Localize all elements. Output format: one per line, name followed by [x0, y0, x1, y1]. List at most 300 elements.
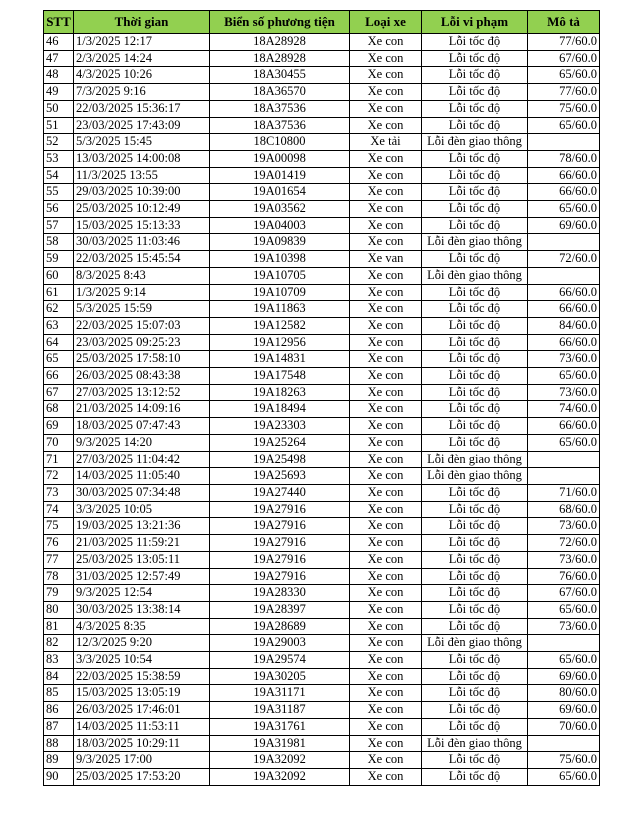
cell-vehicle-type: Xe con	[350, 284, 422, 301]
cell-vehicle-type: Xe con	[350, 668, 422, 685]
table-row	[44, 351, 600, 368]
table-row	[44, 685, 600, 702]
cell-stt: 74	[44, 501, 74, 518]
cell-vehicle-type: Xe con	[350, 267, 422, 284]
cell-plate: 19A11863	[210, 301, 350, 318]
header-time: Thời gian	[74, 11, 210, 34]
table-row	[44, 334, 600, 351]
cell-description: 66/60.0	[528, 284, 600, 301]
cell-vehicle-type: Xe con	[350, 585, 422, 602]
cell-plate: 19A27916	[210, 568, 350, 585]
cell-time: 30/03/2025 07:34:48	[74, 484, 210, 501]
cell-time: 15/03/2025 13:05:19	[74, 685, 210, 702]
cell-vehicle-type: Xe con	[350, 67, 422, 84]
cell-plate: 19A00098	[210, 150, 350, 167]
table-row	[44, 702, 600, 719]
cell-plate: 19A29574	[210, 652, 350, 669]
cell-description: 72/60.0	[528, 535, 600, 552]
cell-time: 26/03/2025 08:43:38	[74, 368, 210, 385]
cell-stt: 78	[44, 568, 74, 585]
cell-vehicle-type: Xe con	[350, 384, 422, 401]
table-row	[44, 267, 600, 284]
cell-stt: 75	[44, 518, 74, 535]
cell-stt: 47	[44, 50, 74, 67]
cell-vehicle-type: Xe con	[350, 234, 422, 251]
cell-description: 65/60.0	[528, 368, 600, 385]
cell-vehicle-type: Xe con	[350, 652, 422, 669]
cell-plate: 18A36570	[210, 84, 350, 101]
cell-plate: 19A28689	[210, 618, 350, 635]
cell-description: 65/60.0	[528, 652, 600, 669]
cell-plate: 19A27916	[210, 518, 350, 535]
cell-stt: 49	[44, 84, 74, 101]
cell-stt: 54	[44, 167, 74, 184]
cell-vehicle-type: Xe con	[350, 217, 422, 234]
table-row	[44, 585, 600, 602]
cell-vehicle-type: Xe con	[350, 117, 422, 134]
cell-time: 25/03/2025 10:12:49	[74, 201, 210, 218]
cell-stt: 57	[44, 217, 74, 234]
table-row	[44, 134, 600, 151]
cell-plate: 19A25264	[210, 434, 350, 451]
cell-stt: 64	[44, 334, 74, 351]
cell-plate: 19A10705	[210, 267, 350, 284]
header-stt: STT	[44, 11, 74, 34]
cell-stt: 59	[44, 251, 74, 268]
cell-time: 4/3/2025 8:35	[74, 618, 210, 635]
cell-violation: Lỗi tốc độ	[422, 685, 528, 702]
cell-plate: 19A27440	[210, 484, 350, 501]
cell-vehicle-type: Xe con	[350, 685, 422, 702]
cell-time: 31/03/2025 12:57:49	[74, 568, 210, 585]
cell-plate: 19A04003	[210, 217, 350, 234]
cell-vehicle-type: Xe con	[350, 468, 422, 485]
cell-vehicle-type: Xe con	[350, 334, 422, 351]
cell-violation: Lỗi tốc độ	[422, 150, 528, 167]
cell-description: 66/60.0	[528, 184, 600, 201]
cell-plate: 19A12582	[210, 317, 350, 334]
cell-description	[528, 134, 600, 151]
cell-violation: Lỗi tốc độ	[422, 284, 528, 301]
cell-description: 73/60.0	[528, 618, 600, 635]
cell-description: 77/60.0	[528, 34, 600, 51]
cell-description: 78/60.0	[528, 150, 600, 167]
cell-plate: 19A01654	[210, 184, 350, 201]
cell-time: 27/03/2025 13:12:52	[74, 384, 210, 401]
table-row	[44, 34, 600, 51]
cell-stt: 55	[44, 184, 74, 201]
cell-stt: 56	[44, 201, 74, 218]
cell-vehicle-type: Xe con	[350, 418, 422, 435]
cell-stt: 81	[44, 618, 74, 635]
cell-vehicle-type: Xe con	[350, 451, 422, 468]
cell-stt: 72	[44, 468, 74, 485]
cell-vehicle-type: Xe con	[350, 434, 422, 451]
cell-violation: Lỗi tốc độ	[422, 752, 528, 769]
cell-time: 22/03/2025 15:45:54	[74, 251, 210, 268]
cell-plate: 19A10398	[210, 251, 350, 268]
cell-vehicle-type: Xe con	[350, 100, 422, 117]
cell-vehicle-type: Xe con	[350, 150, 422, 167]
cell-description: 65/60.0	[528, 67, 600, 84]
cell-description: 71/60.0	[528, 484, 600, 501]
cell-violation: Lỗi tốc độ	[422, 117, 528, 134]
cell-plate: 19A31171	[210, 685, 350, 702]
cell-violation: Lỗi tốc độ	[422, 167, 528, 184]
cell-plate: 19A14831	[210, 351, 350, 368]
cell-time: 5/3/2025 15:45	[74, 134, 210, 151]
table-row	[44, 184, 600, 201]
cell-violation: Lỗi tốc độ	[422, 34, 528, 51]
table-row	[44, 84, 600, 101]
cell-vehicle-type: Xe con	[350, 501, 422, 518]
cell-stt: 86	[44, 702, 74, 719]
cell-plate: 19A18494	[210, 401, 350, 418]
cell-violation: Lỗi tốc độ	[422, 301, 528, 318]
cell-violation: Lỗi tốc độ	[422, 652, 528, 669]
cell-vehicle-type: Xe con	[350, 568, 422, 585]
cell-stt: 88	[44, 735, 74, 752]
table-row	[44, 67, 600, 84]
cell-violation: Lỗi tốc độ	[422, 67, 528, 84]
cell-time: 27/03/2025 11:04:42	[74, 451, 210, 468]
cell-description: 65/60.0	[528, 601, 600, 618]
cell-vehicle-type: Xe con	[350, 752, 422, 769]
cell-violation: Lỗi tốc độ	[422, 601, 528, 618]
cell-violation: Lỗi tốc độ	[422, 618, 528, 635]
cell-time: 29/03/2025 10:39:00	[74, 184, 210, 201]
cell-plate: 19A09839	[210, 234, 350, 251]
cell-stt: 70	[44, 434, 74, 451]
cell-vehicle-type: Xe con	[350, 401, 422, 418]
cell-stt: 53	[44, 150, 74, 167]
cell-plate: 19A25693	[210, 468, 350, 485]
cell-violation: Lỗi đèn giao thông	[422, 451, 528, 468]
table-row	[44, 501, 600, 518]
cell-description: 72/60.0	[528, 251, 600, 268]
cell-description: 65/60.0	[528, 768, 600, 785]
cell-violation: Lỗi tốc độ	[422, 201, 528, 218]
cell-violation: Lỗi tốc độ	[422, 518, 528, 535]
cell-time: 3/3/2025 10:54	[74, 652, 210, 669]
cell-vehicle-type: Xe tải	[350, 134, 422, 151]
cell-plate: 19A10709	[210, 284, 350, 301]
cell-vehicle-type: Xe con	[350, 50, 422, 67]
cell-description	[528, 234, 600, 251]
cell-plate: 18A30455	[210, 67, 350, 84]
cell-stt: 87	[44, 718, 74, 735]
cell-stt: 76	[44, 535, 74, 552]
table-row	[44, 217, 600, 234]
cell-time: 21/03/2025 11:59:21	[74, 535, 210, 552]
cell-plate: 19A17548	[210, 368, 350, 385]
cell-violation: Lỗi tốc độ	[422, 251, 528, 268]
cell-vehicle-type: Xe con	[350, 368, 422, 385]
table-row	[44, 201, 600, 218]
table-row	[44, 301, 600, 318]
table-row	[44, 601, 600, 618]
cell-plate: 18A28928	[210, 34, 350, 51]
cell-stt: 73	[44, 484, 74, 501]
cell-plate: 18A28928	[210, 50, 350, 67]
cell-time: 22/03/2025 15:36:17	[74, 100, 210, 117]
table-row	[44, 384, 600, 401]
cell-description: 65/60.0	[528, 117, 600, 134]
cell-time: 19/03/2025 13:21:36	[74, 518, 210, 535]
table-row	[44, 568, 600, 585]
cell-description	[528, 451, 600, 468]
table-row	[44, 768, 600, 785]
cell-time: 3/3/2025 10:05	[74, 501, 210, 518]
cell-description: 73/60.0	[528, 351, 600, 368]
cell-violation: Lỗi tốc độ	[422, 702, 528, 719]
cell-description: 66/60.0	[528, 301, 600, 318]
cell-violation: Lỗi tốc độ	[422, 535, 528, 552]
cell-violation: Lỗi tốc độ	[422, 551, 528, 568]
header-description: Mô tả	[528, 11, 600, 34]
cell-vehicle-type: Xe con	[350, 167, 422, 184]
cell-vehicle-type: Xe con	[350, 551, 422, 568]
table-row	[44, 635, 600, 652]
cell-plate: 19A27916	[210, 501, 350, 518]
cell-stt: 65	[44, 351, 74, 368]
cell-stt: 84	[44, 668, 74, 685]
cell-stt: 85	[44, 685, 74, 702]
cell-stt: 67	[44, 384, 74, 401]
table-row	[44, 150, 600, 167]
cell-plate: 19A29003	[210, 635, 350, 652]
cell-violation: Lỗi tốc độ	[422, 334, 528, 351]
cell-stt: 83	[44, 652, 74, 669]
table-row	[44, 451, 600, 468]
cell-description: 65/60.0	[528, 434, 600, 451]
cell-description: 73/60.0	[528, 551, 600, 568]
cell-description: 68/60.0	[528, 501, 600, 518]
table-row	[44, 418, 600, 435]
violations-table	[43, 10, 600, 786]
cell-description: 66/60.0	[528, 167, 600, 184]
cell-time: 23/03/2025 17:43:09	[74, 117, 210, 134]
cell-plate: 18A37536	[210, 117, 350, 134]
cell-time: 18/03/2025 10:29:11	[74, 735, 210, 752]
cell-description	[528, 267, 600, 284]
cell-plate: 19A31187	[210, 702, 350, 719]
cell-description: 65/60.0	[528, 201, 600, 218]
cell-description	[528, 635, 600, 652]
cell-stt: 51	[44, 117, 74, 134]
cell-stt: 77	[44, 551, 74, 568]
cell-violation: Lỗi đèn giao thông	[422, 134, 528, 151]
cell-plate: 19A28397	[210, 601, 350, 618]
cell-description	[528, 735, 600, 752]
cell-violation: Lỗi tốc độ	[422, 217, 528, 234]
cell-description: 73/60.0	[528, 518, 600, 535]
cell-violation: Lỗi tốc độ	[422, 585, 528, 602]
cell-violation: Lỗi tốc độ	[422, 84, 528, 101]
cell-time: 8/3/2025 8:43	[74, 267, 210, 284]
table-row	[44, 317, 600, 334]
cell-time: 7/3/2025 9:16	[74, 84, 210, 101]
cell-violation: Lỗi tốc độ	[422, 351, 528, 368]
cell-stt: 79	[44, 585, 74, 602]
cell-description	[528, 468, 600, 485]
cell-time: 12/3/2025 9:20	[74, 635, 210, 652]
cell-time: 30/03/2025 13:38:14	[74, 601, 210, 618]
cell-time: 26/03/2025 17:46:01	[74, 702, 210, 719]
cell-description: 73/60.0	[528, 384, 600, 401]
cell-description: 67/60.0	[528, 50, 600, 67]
cell-stt: 58	[44, 234, 74, 251]
cell-stt: 46	[44, 34, 74, 51]
cell-vehicle-type: Xe con	[350, 618, 422, 635]
cell-vehicle-type: Xe con	[350, 768, 422, 785]
cell-description: 66/60.0	[528, 334, 600, 351]
cell-violation: Lỗi tốc độ	[422, 768, 528, 785]
cell-plate: 19A27916	[210, 535, 350, 552]
cell-time: 18/03/2025 07:47:43	[74, 418, 210, 435]
cell-stt: 69	[44, 418, 74, 435]
table-row	[44, 434, 600, 451]
cell-vehicle-type: Xe con	[350, 484, 422, 501]
cell-violation: Lỗi tốc độ	[422, 484, 528, 501]
table-row	[44, 100, 600, 117]
cell-description: 69/60.0	[528, 702, 600, 719]
header-row	[44, 11, 600, 34]
cell-stt: 60	[44, 267, 74, 284]
cell-plate: 19A03562	[210, 201, 350, 218]
cell-time: 22/03/2025 15:07:03	[74, 317, 210, 334]
cell-vehicle-type: Xe con	[350, 34, 422, 51]
cell-violation: Lỗi đèn giao thông	[422, 267, 528, 284]
table-row	[44, 735, 600, 752]
cell-violation: Lỗi tốc độ	[422, 100, 528, 117]
cell-time: 1/3/2025 12:17	[74, 34, 210, 51]
cell-plate: 19A32092	[210, 752, 350, 769]
cell-time: 14/03/2025 11:53:11	[74, 718, 210, 735]
cell-vehicle-type: Xe con	[350, 535, 422, 552]
cell-stt: 61	[44, 284, 74, 301]
cell-time: 9/3/2025 14:20	[74, 434, 210, 451]
cell-vehicle-type: Xe con	[350, 601, 422, 618]
cell-vehicle-type: Xe con	[350, 635, 422, 652]
cell-stt: 52	[44, 134, 74, 151]
cell-time: 14/03/2025 11:05:40	[74, 468, 210, 485]
cell-time: 25/03/2025 13:05:11	[74, 551, 210, 568]
cell-time: 9/3/2025 12:54	[74, 585, 210, 602]
table-row	[44, 668, 600, 685]
cell-description: 76/60.0	[528, 568, 600, 585]
cell-time: 30/03/2025 11:03:46	[74, 234, 210, 251]
cell-plate: 19A12956	[210, 334, 350, 351]
cell-violation: Lỗi tốc độ	[422, 317, 528, 334]
cell-description: 69/60.0	[528, 217, 600, 234]
cell-plate: 19A31981	[210, 735, 350, 752]
table-row	[44, 401, 600, 418]
table-row	[44, 234, 600, 251]
table-row	[44, 468, 600, 485]
cell-violation: Lỗi tốc độ	[422, 401, 528, 418]
cell-violation: Lỗi tốc độ	[422, 568, 528, 585]
cell-plate: 19A01419	[210, 167, 350, 184]
table-row	[44, 484, 600, 501]
table-row	[44, 618, 600, 635]
cell-time: 9/3/2025 17:00	[74, 752, 210, 769]
cell-description: 77/60.0	[528, 84, 600, 101]
cell-time: 2/3/2025 14:24	[74, 50, 210, 67]
header-violation: Lỗi vi phạm	[422, 11, 528, 34]
cell-plate: 18C10800	[210, 134, 350, 151]
table-row	[44, 284, 600, 301]
cell-description: 74/60.0	[528, 401, 600, 418]
cell-vehicle-type: Xe con	[350, 201, 422, 218]
cell-stt: 66	[44, 368, 74, 385]
cell-vehicle-type: Xe con	[350, 317, 422, 334]
table-row	[44, 167, 600, 184]
cell-time: 22/03/2025 15:38:59	[74, 668, 210, 685]
cell-violation: Lỗi tốc độ	[422, 434, 528, 451]
cell-plate: 19A23303	[210, 418, 350, 435]
cell-description: 66/60.0	[528, 418, 600, 435]
cell-stt: 63	[44, 317, 74, 334]
header-vehicle-type: Loại xe	[350, 11, 422, 34]
cell-time: 15/03/2025 15:13:33	[74, 217, 210, 234]
cell-vehicle-type: Xe con	[350, 718, 422, 735]
cell-violation: Lỗi đèn giao thông	[422, 635, 528, 652]
cell-stt: 48	[44, 67, 74, 84]
cell-stt: 62	[44, 301, 74, 318]
cell-plate: 18A37536	[210, 100, 350, 117]
cell-description: 70/60.0	[528, 718, 600, 735]
cell-time: 11/3/2025 13:55	[74, 167, 210, 184]
header-plate: Biển số phương tiện	[210, 11, 350, 34]
cell-description: 80/60.0	[528, 685, 600, 702]
cell-violation: Lỗi đèn giao thông	[422, 735, 528, 752]
cell-time: 1/3/2025 9:14	[74, 284, 210, 301]
cell-plate: 19A30205	[210, 668, 350, 685]
cell-description: 84/60.0	[528, 317, 600, 334]
cell-time: 25/03/2025 17:53:20	[74, 768, 210, 785]
cell-description: 75/60.0	[528, 752, 600, 769]
cell-stt: 90	[44, 768, 74, 785]
cell-stt: 82	[44, 635, 74, 652]
cell-violation: Lỗi tốc độ	[422, 418, 528, 435]
cell-time: 13/03/2025 14:00:08	[74, 150, 210, 167]
cell-description: 69/60.0	[528, 668, 600, 685]
table-row	[44, 652, 600, 669]
cell-violation: Lỗi tốc độ	[422, 384, 528, 401]
cell-plate: 19A25498	[210, 451, 350, 468]
cell-vehicle-type: Xe con	[350, 84, 422, 101]
cell-plate: 19A18263	[210, 384, 350, 401]
cell-vehicle-type: Xe con	[350, 735, 422, 752]
cell-stt: 50	[44, 100, 74, 117]
cell-vehicle-type: Xe con	[350, 518, 422, 535]
cell-violation: Lỗi đèn giao thông	[422, 468, 528, 485]
cell-vehicle-type: Xe con	[350, 351, 422, 368]
table-row	[44, 551, 600, 568]
cell-plate: 19A28330	[210, 585, 350, 602]
table-body	[44, 34, 600, 786]
cell-time: 25/03/2025 17:58:10	[74, 351, 210, 368]
cell-time: 5/3/2025 15:59	[74, 301, 210, 318]
cell-time: 23/03/2025 09:25:23	[74, 334, 210, 351]
cell-stt: 89	[44, 752, 74, 769]
table-row	[44, 535, 600, 552]
cell-stt: 80	[44, 601, 74, 618]
cell-time: 21/03/2025 14:09:16	[74, 401, 210, 418]
cell-vehicle-type: Xe con	[350, 702, 422, 719]
cell-time: 4/3/2025 10:26	[74, 67, 210, 84]
